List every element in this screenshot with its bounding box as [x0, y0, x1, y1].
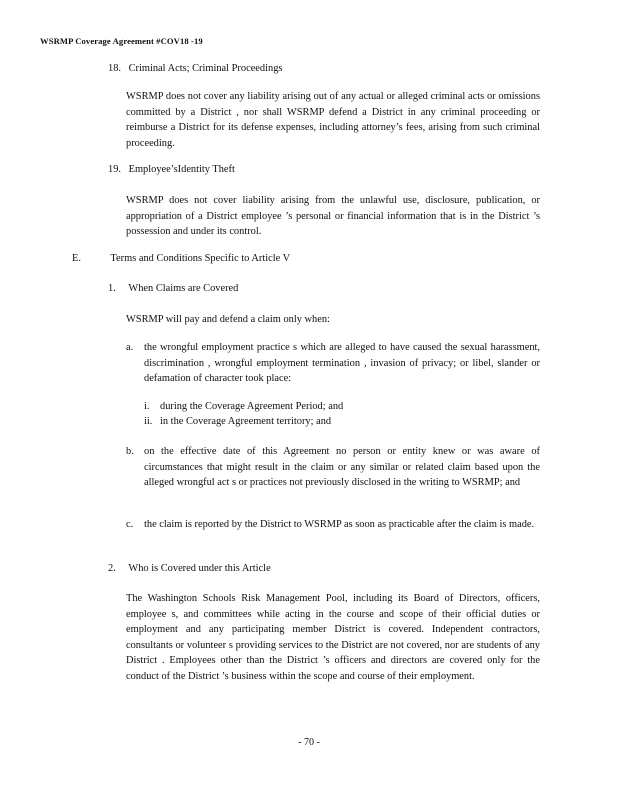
item-1-heading	[108, 283, 238, 294]
item-1a-ii	[144, 415, 331, 430]
section-18-body: WSRMP does not cover any liability arising out of any actual or alleged criminal acts or omissions committed by a District , nor shall WSRMP defend a District in any criminal proceeding or reimburse a District for its defense expenses, including attorney’s fees, arising from such criminal proceeding.	[126, 91, 540, 149]
section-18-heading	[108, 63, 282, 74]
section-19-title: Employee’sIdentity Theft	[128, 164, 235, 175]
item-2-body: The Washington Schools Risk Management Pool, including its Board of Directors, officers, employee s, and committees while acting in the course and scope of their official duties or employment and any participating member District is covered. Independent contractors, consultants or volunteer s providing services to the District are not covered, nor are students of any District . Employees other than the District ’s officers and directors are covered only for the conduct of the District ’s business within the scope and course of their employment.	[126, 593, 540, 682]
section-18-title: Criminal Acts; Criminal Proceedings	[128, 63, 283, 74]
section-e-title: Terms and Conditions Specific to Article V	[110, 253, 291, 264]
section-e-heading	[72, 253, 290, 264]
page-number: - 70 -	[298, 737, 320, 748]
item-1a-i-text: during the Coverage Agreement Period; and	[160, 401, 344, 412]
item-1a-text: the wrongful employment practice s which are alleged to have caused the sexual harassment, discrimination , wrongful employment termination , invasion of privacy; or libel, slander or defamation of character took place:	[144, 342, 540, 385]
item-1b-label: b.	[126, 446, 134, 457]
item-1a-i	[144, 400, 343, 415]
item-1c-label: c.	[126, 519, 134, 530]
item-1a-i-label: i.	[144, 401, 150, 412]
item-1a-ii-text: in the Coverage Agreement territory; and	[160, 416, 332, 427]
item-1a-label: a.	[126, 342, 134, 353]
item-1-intro: WSRMP will pay and defend a claim only when:	[126, 314, 330, 325]
item-1-number: 1.	[108, 283, 116, 294]
item-1c-text: the claim is reported by the District to WSRMP as soon as practicable after the claim is made.	[144, 519, 535, 530]
item-2-heading	[108, 563, 271, 574]
item-2-title: Who is Covered under this Article	[128, 563, 271, 574]
item-2-number: 2.	[108, 563, 116, 574]
item-1a-ii-label: ii.	[144, 416, 153, 427]
section-19-number: 19.	[108, 164, 121, 175]
item-1-title: When Claims are Covered	[128, 283, 239, 294]
section-19-body: WSRMP does not cover liability arising from the unlawful use, disclosure, publication, or appropriation of a District employee ’s personal or financial information that is in the District ’s possession and under its control.	[126, 195, 540, 238]
page-header: WSRMP Coverage Agreement #COV18 -19	[40, 36, 203, 46]
section-19-heading	[108, 164, 235, 175]
section-18-number: 18.	[108, 63, 121, 74]
item-1b-text: on the effective date of this Agreement no person or entity knew or was aware of circumstances that might result in the claim or any similar or related claim based upon the alleged wrongful act s or practices not previously disclosed in the writing to WSRMP; and	[144, 446, 540, 489]
section-e-letter: E.	[72, 253, 81, 264]
